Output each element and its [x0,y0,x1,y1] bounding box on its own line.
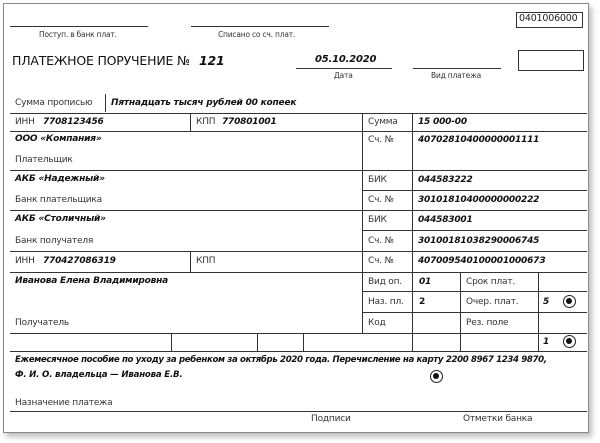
recipient-account-label: Сч. № [368,256,394,266]
received-date-line [10,26,148,27]
priority-label: Очер. плат. [466,297,519,307]
purpose-code: 2 [419,297,426,307]
grid-line [10,333,587,334]
date-label: Дата [334,71,353,80]
sum-label: Сумма [368,117,398,127]
payment-type-line [413,68,501,69]
amount-words-label: Сумма прописью [15,98,93,108]
priority: 5 [543,297,550,307]
grid-line [257,333,258,351]
grid-line [303,333,304,351]
payer-bank-name: АКБ «Надежный» [15,174,105,184]
sum-value: 15 000-00 [418,117,467,127]
document-number: 121 [199,53,225,68]
recipient-bank-bik: 044583001 [418,215,473,225]
grid-line [10,210,587,211]
op-type-label: Вид оп. [368,277,402,287]
signatures-label: Подписи [311,414,351,424]
recipient-bank-bik-label: БИК [368,215,387,225]
grid-line [10,272,587,273]
recipient-role-label: Получатель [15,318,70,328]
recipient-account: 40700954010000100067З [418,256,546,266]
grid-line [412,113,413,351]
purpose-code-label: Наз. пл. [368,297,404,307]
grid-line [362,113,363,333]
code-label: Код [368,318,386,328]
grid-line [10,351,587,352]
grid-line [362,291,587,292]
grid-line [10,170,587,171]
debited-date-line [191,26,329,27]
payment-type-box[interactable] [518,50,584,71]
form-code: 0401006000 [519,13,578,24]
payer-bank-role-label: Банк плательщика [15,195,102,205]
payment-type-label: Вид платежа [431,71,482,80]
document-title: ПЛАТЕЖНОЕ ПОРУЧЕНИЕ № [12,53,190,68]
recipient-kpp-label: КПП [196,256,216,266]
purpose-marker-icon [430,370,443,383]
term-label: Срок плат. [466,277,516,287]
recipient-name: Иванова Елена Владимировна [15,276,169,286]
payer-bank-bik: 044583222 [418,175,473,185]
grid-line [10,251,587,252]
recipient-bank-account-label: Сч. № [368,236,394,246]
recipient-bank-account: 30100181038290006745 [418,236,540,246]
grid-line [362,131,587,132]
payer-bank-account-label: Сч. № [368,195,394,205]
payer-account: 40702810400000001111 [418,135,540,145]
grid-line [10,113,587,114]
field-22-marker-icon [563,335,576,348]
priority-marker-icon [563,295,576,308]
recipient-bank-role-label: Банк получателя [15,236,94,246]
payer-account-label: Сч. № [368,135,394,145]
recipient-inn: 770427086319 [43,256,116,266]
grid-line [362,190,587,191]
payer-bank-account: 30101810400000000222 [418,195,540,205]
reserve-label: Рез. поле [466,318,509,328]
amount-words-divider [105,94,106,112]
purpose-label: Назначение платежа [15,398,113,408]
payer-kpp: 770801001 [222,117,277,127]
purpose-text-line2: Ф. И. О. владельца — Иванова Е.В. [15,370,183,380]
payer-kpp-label: КПП [196,117,216,127]
purpose-text-line1: Ежемесячное пособие по уходу за ребенком за октябрь 2020 года. Перечисление на карту 2200 8967 1234 9870, [15,355,547,365]
recipient-bank-name: АКБ «Столичный» [15,214,106,224]
grid-line [10,411,587,412]
grid-line [190,251,191,272]
date-value: 05.10.2020 [315,54,377,65]
grid-line [171,333,172,351]
op-type: 01 [419,277,432,287]
grid-line [460,272,461,351]
grid-line [362,312,587,313]
grid-line [538,272,539,351]
grid-line [190,113,191,131]
payer-role-label: Плательщик [15,155,73,165]
debited-label: Списано со сч. плат. [218,30,296,39]
date-line [296,68,392,69]
received-label: Поступ. в банк плат. [39,30,117,39]
recipient-inn-label: ИНН [15,256,35,266]
payer-name: ООО «Компания» [15,134,102,144]
payer-inn-label: ИНН [15,117,35,127]
amount-words-value: Пятнадцать тысяч рублей 00 копеек [111,98,297,108]
payer-bank-bik-label: БИК [368,175,387,185]
payer-inn: 7708123456 [43,117,104,127]
grid-line [362,230,587,231]
field-22-value: 1 [543,337,550,347]
bank-marks-label: Отметки банка [463,414,533,424]
